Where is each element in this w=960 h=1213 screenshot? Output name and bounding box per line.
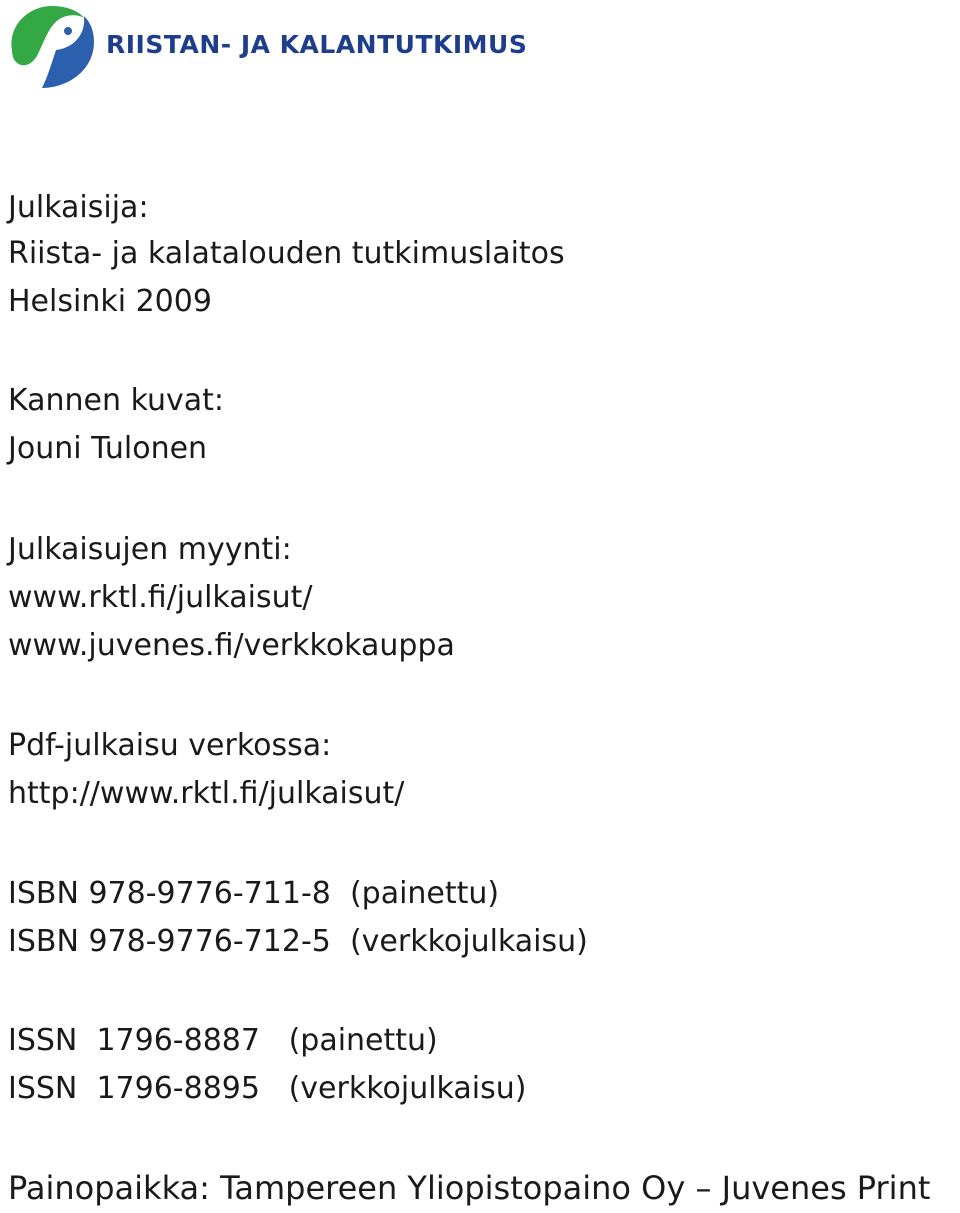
pdf-url-link[interactable]: http://www.rktl.fi/julkaisut/: [8, 776, 405, 811]
sales-url-link[interactable]: www.juvenes.fi/verkkokauppa: [8, 628, 455, 663]
publisher-place-year: Helsinki 2009: [8, 284, 212, 319]
isbn-print: ISBN 978-9776-711-8 (painettu): [8, 876, 500, 911]
issn-online: ISSN 1796-8895 (verkkojulkaisu): [8, 1071, 527, 1106]
sales-heading: Julkaisujen myynti:: [8, 532, 292, 567]
issn-print: ISSN 1796-8887 (painettu): [8, 1023, 438, 1058]
institute-logo: [8, 4, 528, 90]
cover-photographer: Jouni Tulonen: [8, 431, 208, 466]
cover-heading: Kannen kuvat:: [8, 383, 225, 418]
publisher-heading: Julkaisija:: [8, 190, 149, 225]
sales-url-link[interactable]: www.rktl.fi/julkaisut/: [8, 580, 313, 615]
pdf-heading: Pdf-julkaisu verkossa:: [8, 728, 332, 763]
isbn-online: ISBN 978-9776-712-5 (verkkojulkaisu): [8, 924, 588, 959]
logo-wordmark: RIISTAN- JA KALANTUTKIMUS: [106, 30, 528, 59]
printer-info: Painopaikka: Tampereen Yliopistopaino Oy – Juvenes Print: [8, 1169, 931, 1207]
publisher-name: Riista- ja kalatalouden tutkimuslaitos: [8, 236, 565, 271]
fish-logo-icon: [8, 4, 98, 90]
